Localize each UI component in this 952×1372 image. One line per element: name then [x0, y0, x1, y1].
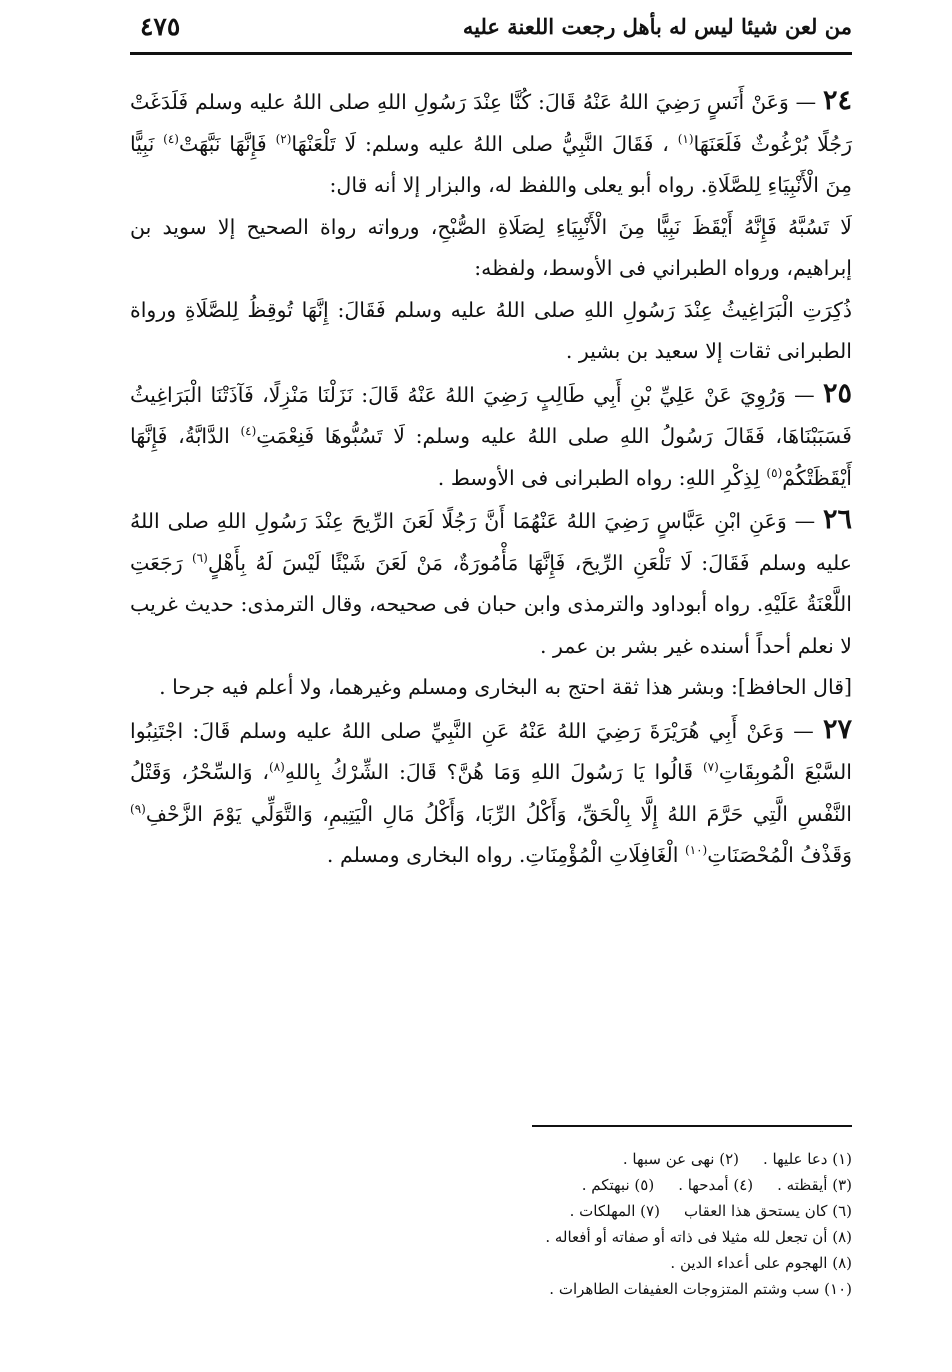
- footnote-marker: (٤): [240, 424, 257, 439]
- footnote-row: [320, 1276, 852, 1302]
- hadith-number: ٢٧: [822, 713, 852, 745]
- hadith-25: ٢٥ — وَرُوِيَ عَنْ عَلِيِّ بْنِ أَبِي طَالِبٍ رَضِيَ اللهُ عَنْهُ قَالَ: نَزَلْنَا مَنْزِلًا، فَآذَتْنَا الْبَرَاغِيثُ فَسَبَبْنَاهَا، فَقَالَ رَسُولُ اللهِ صلى اللهُ عليه وسلم: لَا تَسُبُّوهَا فَنِعْمَتِ$^{(٤)}$ الدَّابَّةُ، فَإِنَّهَا أَيْقَظَتْكُمْ$^{(٥)}$ لِذِكْرِ اللهِ: رواه الطبرانى فى الأوسط .: [130, 377, 852, 490]
- footnote-row: [320, 1172, 852, 1198]
- hadith-27: ٢٧ — وَعَنْ أَبِي هُرَيْرَةَ رَضِيَ اللهُ عَنْهُ عَنِ النَّبِيِّ صلى اللهُ عليه وسلم قَالَ: اجْتَنِبُوا السَّبْعَ الْمُوبِقَاتِ$^{(٧)}$ قَالُوا يَا رَسُولَ اللهِ وَمَا هُنَّ؟ قَالَ: الشِّرْكُ بِاللهِ$^{(٨)}$، وَالسِّحْرُ، وَقَتْلُ النَّفْسِ الَّتِي حَرَّمَ اللهُ إِلَّا بِالْحَقِّ، وَأَكْلُ الرِّبَا، وَأَكْلُ مَالِ الْيَتِيمِ، وَالتَّوَلِّي يَوْمَ الزَّحْفِ$^{(٩)}$ وَقَذْفُ الْمُحْصَنَاتِ$^{(١٠)}$ الْغَافِلَاتِ الْمُؤْمِنَاتِ. رواه البخارى ومسلم .: [130, 713, 852, 867]
- hadith-text: نَبِيًّا مِنَ الْأَنْبِيَاءِ لِلصَّلَاةِ. رواه أبو يعلى واللفظ له، والبزار إلا أنه قال:: [130, 131, 852, 197]
- hadith-text: لِذِكْرِ اللهِ: رواه الطبرانى فى الأوسط .: [437, 465, 760, 490]
- footnote-rule: [532, 1125, 852, 1127]
- page-header: [130, 8, 852, 48]
- footnote-marker: (١): [677, 131, 694, 146]
- footnote: (٣) أيقظته .: [777, 1176, 852, 1194]
- hadith-text: وَعَنْ أَبِي هُرَيْرَةَ رَضِيَ اللهُ عَنْهُ عَنِ النَّبِيِّ صلى اللهُ عليه وسلم قَالَ: اجْتَنِبُوا السَّبْعَ الْمُوبِقَاتِ: [130, 718, 852, 784]
- hadith-number: ٢٤: [822, 85, 852, 116]
- hadith-number: ٢٦: [822, 504, 852, 535]
- footnote-row: [320, 1250, 852, 1276]
- page-number: ٤٧٥: [140, 12, 181, 41]
- hadith-text: الْغَافِلَاتِ الْمُؤْمِنَاتِ. رواه البخارى ومسلم .: [326, 843, 679, 867]
- page-title: من لعن شيئا ليس له بأهل رجعت اللعنة عليه: [462, 14, 852, 39]
- footnote: (١) دعا عليها .: [763, 1150, 852, 1168]
- footnote-row: [320, 1224, 852, 1250]
- footnote: (٢) نهى عن سبها .: [622, 1150, 740, 1168]
- hadith-text: رَجَعَتِ اللَّعْنَةُ عَلَيْهِ. رواه أبوداود والترمذى وابن حبان فى صحيحه، وقال الترمذى: حديث غريب لا نعلم أحداً أسنده غير بشر بن عمر .: [130, 550, 852, 658]
- hafiz-note: [قال الحافظ]: وبشر هذا ثقة احتج به البخارى ومسلم وغيرهما، ولا أعلم فيه جرحا .: [159, 675, 852, 699]
- hadith-text: ، فَقَالَ النَّبِيُّ صلى اللهُ عليه وسلم: لَا تَلْعَنْهَا: [291, 131, 669, 156]
- footnote-marker: (٧): [702, 760, 719, 775]
- hadith-24-line3: ذُكِرَتِ الْبَرَاغِيثُ عِنْدَ رَسُولِ اللهِ صلى اللهُ عليه وسلم فَقَالَ: إِنَّهَا تُوقِظُ لِلصَّلَاةِ ورواة الطبرانى ثقات إلا سعيد بن بشير .: [130, 297, 852, 363]
- hadith-text: وَقَذْفُ الْمُحْصَنَاتِ: [707, 843, 852, 867]
- hadith-text: وَرُوِيَ عَنْ عَلِيِّ بْنِ أَبِي طَالِبٍ رَضِيَ اللهُ عَنْهُ قَالَ: نَزَلْنَا مَنْزِلًا، فَآذَتْنَا الْبَرَاغِيثُ فَسَبَبْنَاهَا، فَقَالَ رَسُولُ اللهِ صلى اللهُ عليه وسلم: لَا تَسُبُّوهَا فَنِعْمَتِ: [130, 382, 852, 448]
- hadith-text: الدَّابَّةُ، فَإِنَّهَا أَيْقَظَتْكُمْ: [130, 424, 852, 490]
- footnote-row: [320, 1146, 852, 1172]
- main-text: [130, 80, 852, 877]
- footnote: (٧) المهلكات .: [569, 1202, 660, 1220]
- footnote-marker: (٥): [766, 465, 783, 480]
- hadith-text: ، وَالسِّحْرُ، وَقَتْلُ النَّفْسِ الَّتِي حَرَّمَ اللهُ إِلَّا بِالْحَقِّ، وَأَكْلُ الرِّبَا، وَأَكْلُ مَالِ الْيَتِيمِ، وَالتَّوَلِّي يَوْمَ الزَّحْفِ: [130, 760, 852, 826]
- hadith-number: ٢٥: [822, 377, 852, 409]
- footnote-marker: (١٠): [684, 843, 708, 858]
- hadith-24: ٢٤ — وَعَنْ أَنَسٍ رَضِيَ اللهُ عَنْهُ قَالَ: كُنَّا عِنْدَ رَسُولِ اللهِ صلى اللهُ عليه وسلم فَلَدَغَتْ رَجُلًا بُرْغُوثٌ فَلَعَنَهَا$^{(١)}$ ، فَقَالَ النَّبِيُّ صلى اللهُ عليه وسلم: لَا تَلْعَنْهَا$^{(٢)}$ فَإِنَّهَا نَبَّهَتْ$^{(٤)}$ نَبِيًّا مِنَ الْأَنْبِيَاءِ لِلصَّلَاةِ. رواه أبو يعلى واللفظ له، والبزار إلا أنه قال:: [130, 85, 852, 197]
- footnote: (٨) أن تجعل لله مثيلا فى ذاته أو صفاته أو أفعاله .: [545, 1228, 852, 1246]
- header-rule: [130, 52, 852, 55]
- footnote-marker: (٢): [275, 131, 292, 146]
- footnote: (٥) نبهتكم .: [581, 1176, 655, 1194]
- hadith-24-line2: لَا تَسُبَّهُ فَإِنَّهُ أَيْقَظَ نَبِيًّا مِنَ الْأَنْبِيَاءِ لِصَلَاةِ الصُّبْحِ، ورواته رواة الصحيح إلا سويد بن إبراهيم، ورواه الطبراني فى الأوسط، ولفظه:: [130, 214, 852, 280]
- footnote-marker: (٤): [163, 131, 179, 146]
- footnote-marker: (٨): [269, 760, 285, 775]
- footnote: (٨) الهجوم على أعداء الدين .: [670, 1254, 852, 1272]
- hadith-text: فَإِنَّهَا نَبَّهَتْ: [178, 131, 267, 156]
- hadith-text: وَعَنْ أَنَسٍ رَضِيَ اللهُ عَنْهُ قَالَ: كُنَّا عِنْدَ رَسُولِ اللهِ صلى اللهُ عليه وسلم فَلَدَغَتْ رَجُلًا بُرْغُوثٌ فَلَعَنَهَا: [130, 90, 852, 156]
- footnote: (٦) كان يستحق هذا العقاب: [683, 1202, 852, 1220]
- footnote: (٤) أمدحها .: [678, 1176, 754, 1194]
- footnotes: [320, 1146, 852, 1302]
- hadith-text: قَالُوا يَا رَسُولَ اللهِ وَمَا هُنَّ؟ قَالَ: الشِّرْكُ بِاللهِ: [284, 760, 694, 784]
- footnote: (١٠) سب وشتم المتزوجات العفيفات الطاهرات .: [549, 1280, 852, 1298]
- hadith-26: ٢٦ — وَعَنِ ابْنِ عَبَّاسٍ رَضِيَ اللهُ عَنْهُمَا أَنَّ رَجُلًا لَعَنَ الرِّيحَ عِنْدَ رَسُولِ اللهِ صلى اللهُ عليه وسلم فَقَالَ: لَا تَلْعَنِ الرِّيحَ، فَإِنَّهَا مَأْمُورَةٌ، مَنْ لَعَنَ شَيْئًا لَيْسَ لَهُ بِأَهْلٍ$^{(٦)}$ رَجَعَتِ اللَّعْنَةُ عَلَيْهِ. رواه أبوداود والترمذى وابن حبان فى صحيحه، وقال الترمذى: حديث غريب لا نعلم أحداً أسنده غير بشر بن عمر .: [130, 504, 852, 658]
- footnote-marker: (٦): [191, 550, 208, 565]
- hadith-text: وَعَنِ ابْنِ عَبَّاسٍ رَضِيَ اللهُ عَنْهُمَا أَنَّ رَجُلًا لَعَنَ الرِّيحَ عِنْدَ رَسُولِ اللهِ صلى اللهُ عليه وسلم فَقَالَ: لَا تَلْعَنِ الرِّيحَ، فَإِنَّهَا مَأْمُورَةٌ، مَنْ لَعَنَ شَيْئًا لَيْسَ لَهُ بِأَهْلٍ: [130, 509, 852, 575]
- footnote-row: [320, 1198, 852, 1224]
- footnote-marker: (٩): [130, 801, 146, 816]
